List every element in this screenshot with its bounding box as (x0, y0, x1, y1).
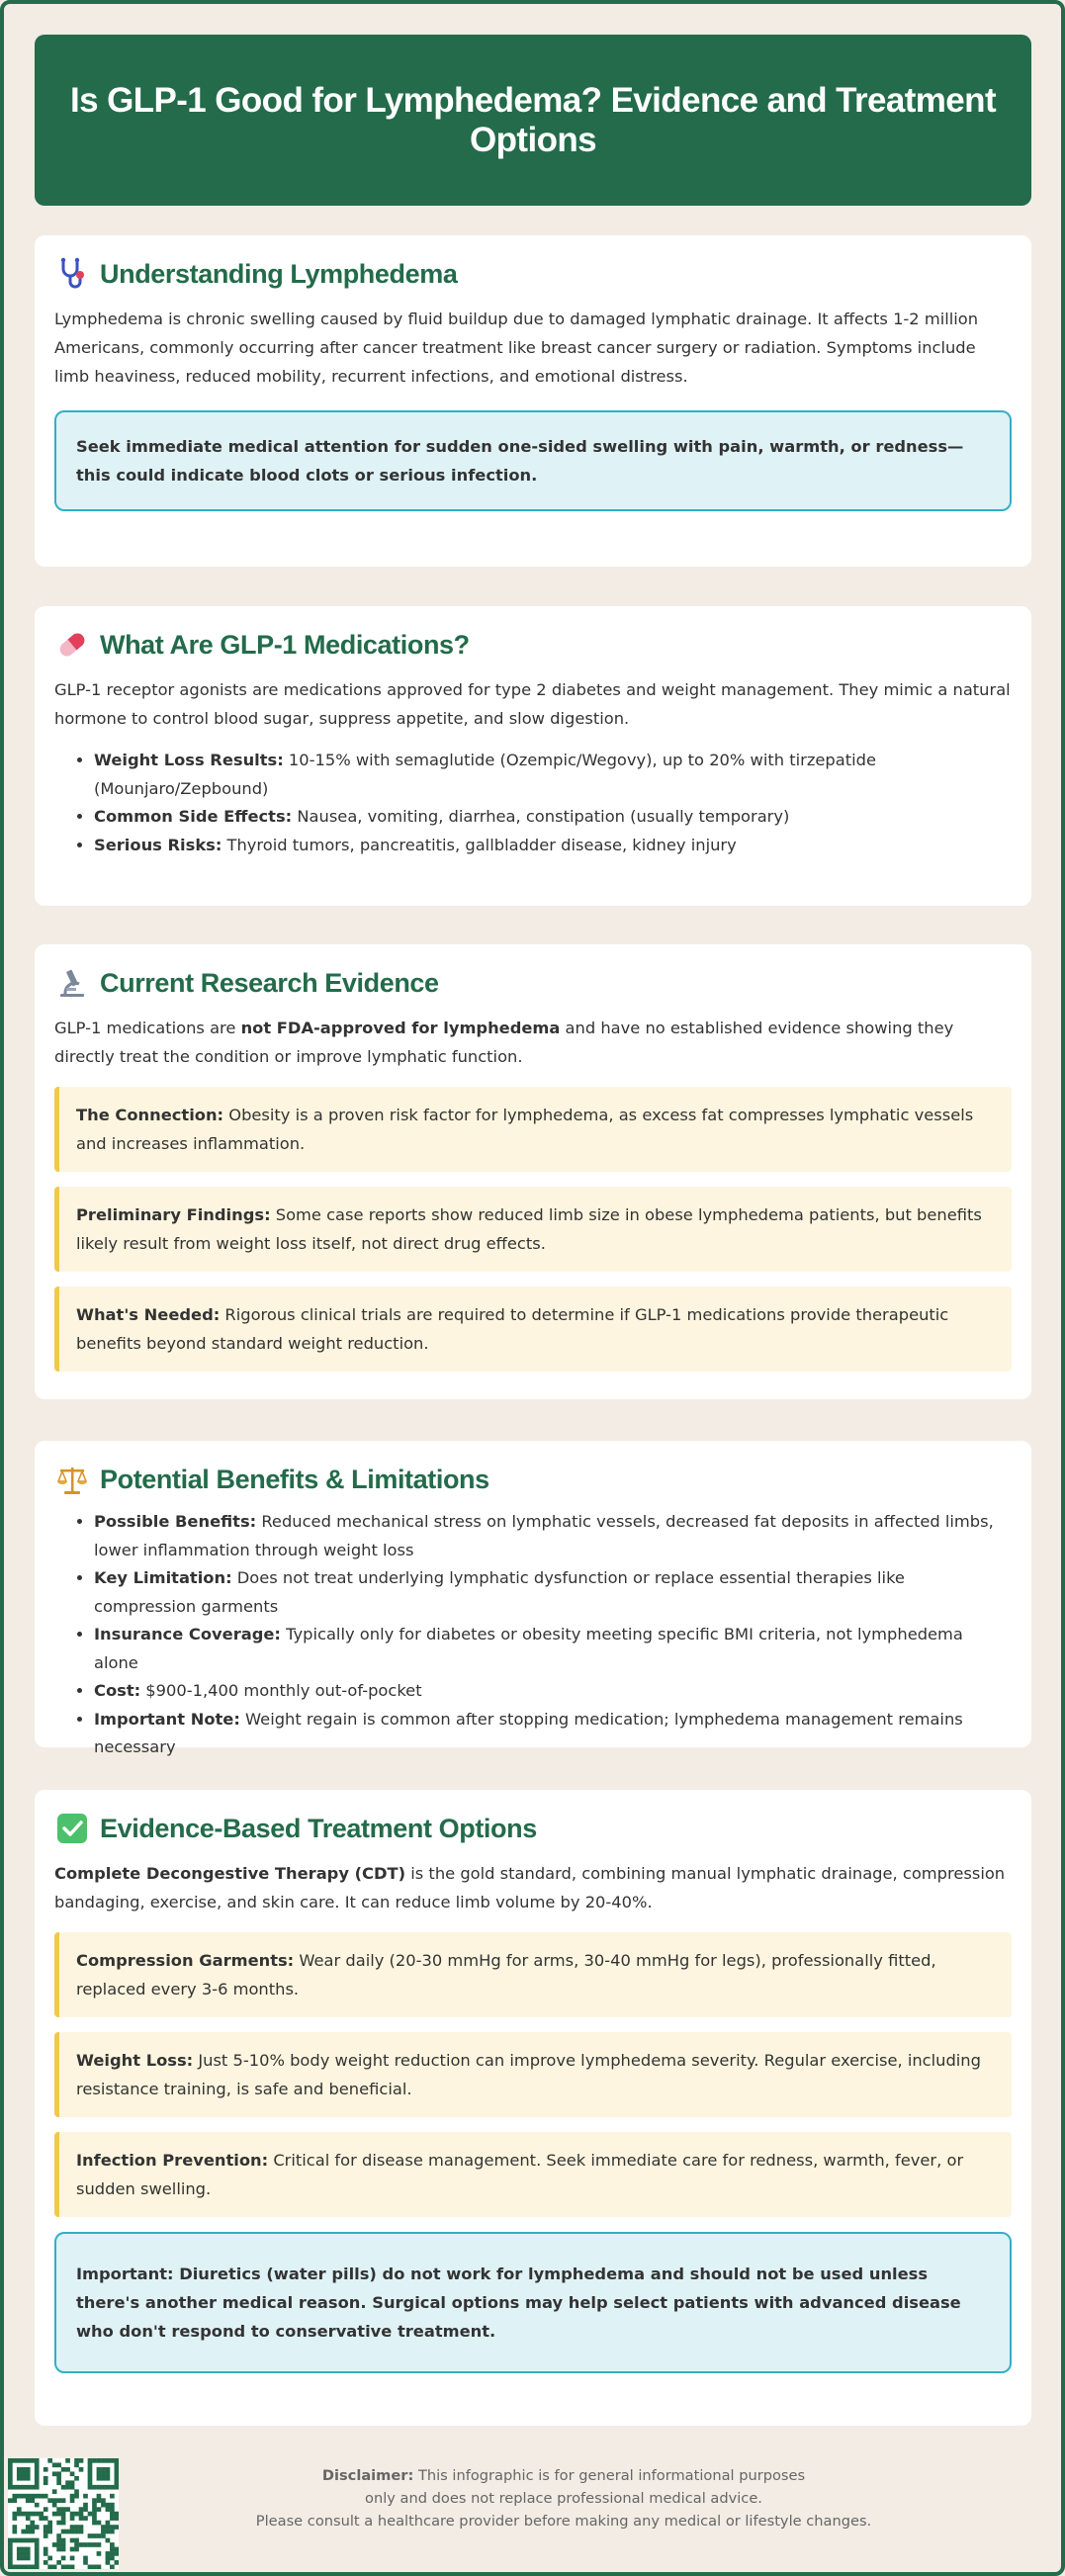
section-title: Potential Benefits & Limitations (100, 1464, 489, 1494)
section-glp1 (35, 606, 1031, 906)
page-title: Is GLP-1 Good for Lymphedema? Evidence and Treatment Options (69, 80, 997, 159)
section-title: Current Research Evidence (100, 967, 439, 998)
section-research (35, 944, 1031, 1399)
pill-icon (54, 627, 90, 663)
section-header (54, 255, 1012, 293)
section-header (54, 964, 1012, 1002)
section-header (54, 1810, 1012, 1847)
qr-code-icon[interactable] (8, 2458, 119, 2569)
section-benefits (35, 1441, 1031, 1756)
check-icon (54, 1811, 90, 1846)
info-note: Compression Garments: Wear daily (20-30 mmHg for arms, 30-40 mmHg for legs), professionally fitted, replaced every 3-6 months. (54, 1932, 1012, 2017)
section-header (54, 1461, 1012, 1498)
list-item: • Weight Loss Results: 10-15% with semaglutide (Ozempic/Wegovy), up to 20% with tirzepatide (Mounjaro/Zepbound) (94, 747, 1012, 803)
section-title: What Are GLP-1 Medications? (100, 629, 470, 660)
info-note: What's Needed: Rigorous clinical trials are required to determine if GLP-1 medications provide therapeutic benefits beyond standard weight reduction. (54, 1287, 1012, 1372)
section-understanding (35, 235, 1031, 567)
list-item: • Possible Benefits: Reduced mechanical stress on lymphatic vessels, decreased fat deposits in affected limbs, lower inflammation through weight loss (94, 1508, 1012, 1564)
list-item: • Key Limitation: Does not treat underlying lymphatic dysfunction or replace essential therapies like compression garments (94, 1564, 1012, 1621)
bullet-list (94, 1508, 1012, 1762)
section-text: Lymphedema is chronic swelling caused by fluid buildup due to damaged lymphatic drainage. It affects 1-2 million Americans, commonly occurring after cancer treatment like breast cancer surgery or radiation. Symptoms include limb heaviness, reduced mobility, recurrent infections, and emotional distress. (54, 310, 979, 386)
section-text: GLP-1 receptor agonists are medications approved for type 2 diabetes and weight management. They mimic a natural hormone to control blood sugar, suppress appetite, and slow digestion. (54, 680, 1011, 728)
section-text: Complete Decongestive Therapy (CDT) is the gold standard, combining manual lymphatic drainage, compression bandaging, exercise, and skin care. It can reduce limb volume by 20-40%. (54, 1864, 1006, 1911)
list-item: • Cost: $900-1,400 monthly out-of-pocket (94, 1677, 1012, 1706)
list-item: • Serious Risks: Thyroid tumors, pancreatitis, gallbladder disease, kidney injury (94, 832, 1012, 860)
warning-callout: Seek immediate medical attention for sudden one-sided swelling with pain, warmth, or redness—this could indicate blood clots or serious infection. (54, 410, 1012, 511)
stethoscope-icon (54, 256, 90, 292)
info-note: Weight Loss: Just 5-10% body weight reduction can improve lymphedema severity. Regular exercise, including resistance training, is safe and beneficial. (54, 2032, 1012, 2117)
section-header (54, 626, 1012, 664)
section-title: Understanding Lymphedema (100, 258, 458, 289)
info-note: Preliminary Findings: Some case reports show reduced limb size in obese lymphedema patients, but benefits likely result from weight loss itself, not direct drug effects. (54, 1187, 1012, 1272)
list-item: • Insurance Coverage: Typically only for diabetes or obesity meeting specific BMI criteria, not lymphedema alone (94, 1621, 1012, 1677)
info-note: The Connection: Obesity is a proven risk factor for lymphedema, as excess fat compresses lymphatic vessels and increases inflammation. (54, 1087, 1012, 1172)
list-item: • Common Side Effects: Nausea, vomiting, diarrhea, constipation (usually temporary) (94, 803, 1012, 832)
microscope-icon (54, 965, 90, 1001)
important-callout: Important: Diuretics (water pills) do not work for lymphedema and should not be used unless there's another medical reason. Surgical options may help select patients with advanced disease who don't respond to conservative treatment. (54, 2232, 1012, 2373)
section-treatment (35, 1790, 1031, 2426)
scales-icon (54, 1462, 90, 1497)
page-footer (0, 2452, 1065, 2571)
bullet-list (94, 747, 1012, 859)
page-header (35, 35, 1031, 206)
list-item: • Important Note: Weight regain is common after stopping medication; lymphedema management remains necessary (94, 1706, 1012, 1762)
disclaimer: Disclaimer: This infographic is for general informational purposes only and does not replace professional medical advice. Please consult a healthcare provider before making any medical or lifestyle changes. (255, 2467, 872, 2530)
section-text: GLP-1 medications are not FDA-approved for lymphedema and have no established evidence showing they directly treat the condition or improve lymphatic function. (54, 1019, 954, 1066)
info-note: Infection Prevention: Critical for disease management. Seek immediate care for redness, warmth, fever, or sudden swelling. (54, 2132, 1012, 2217)
section-title: Evidence-Based Treatment Options (100, 1813, 537, 1843)
